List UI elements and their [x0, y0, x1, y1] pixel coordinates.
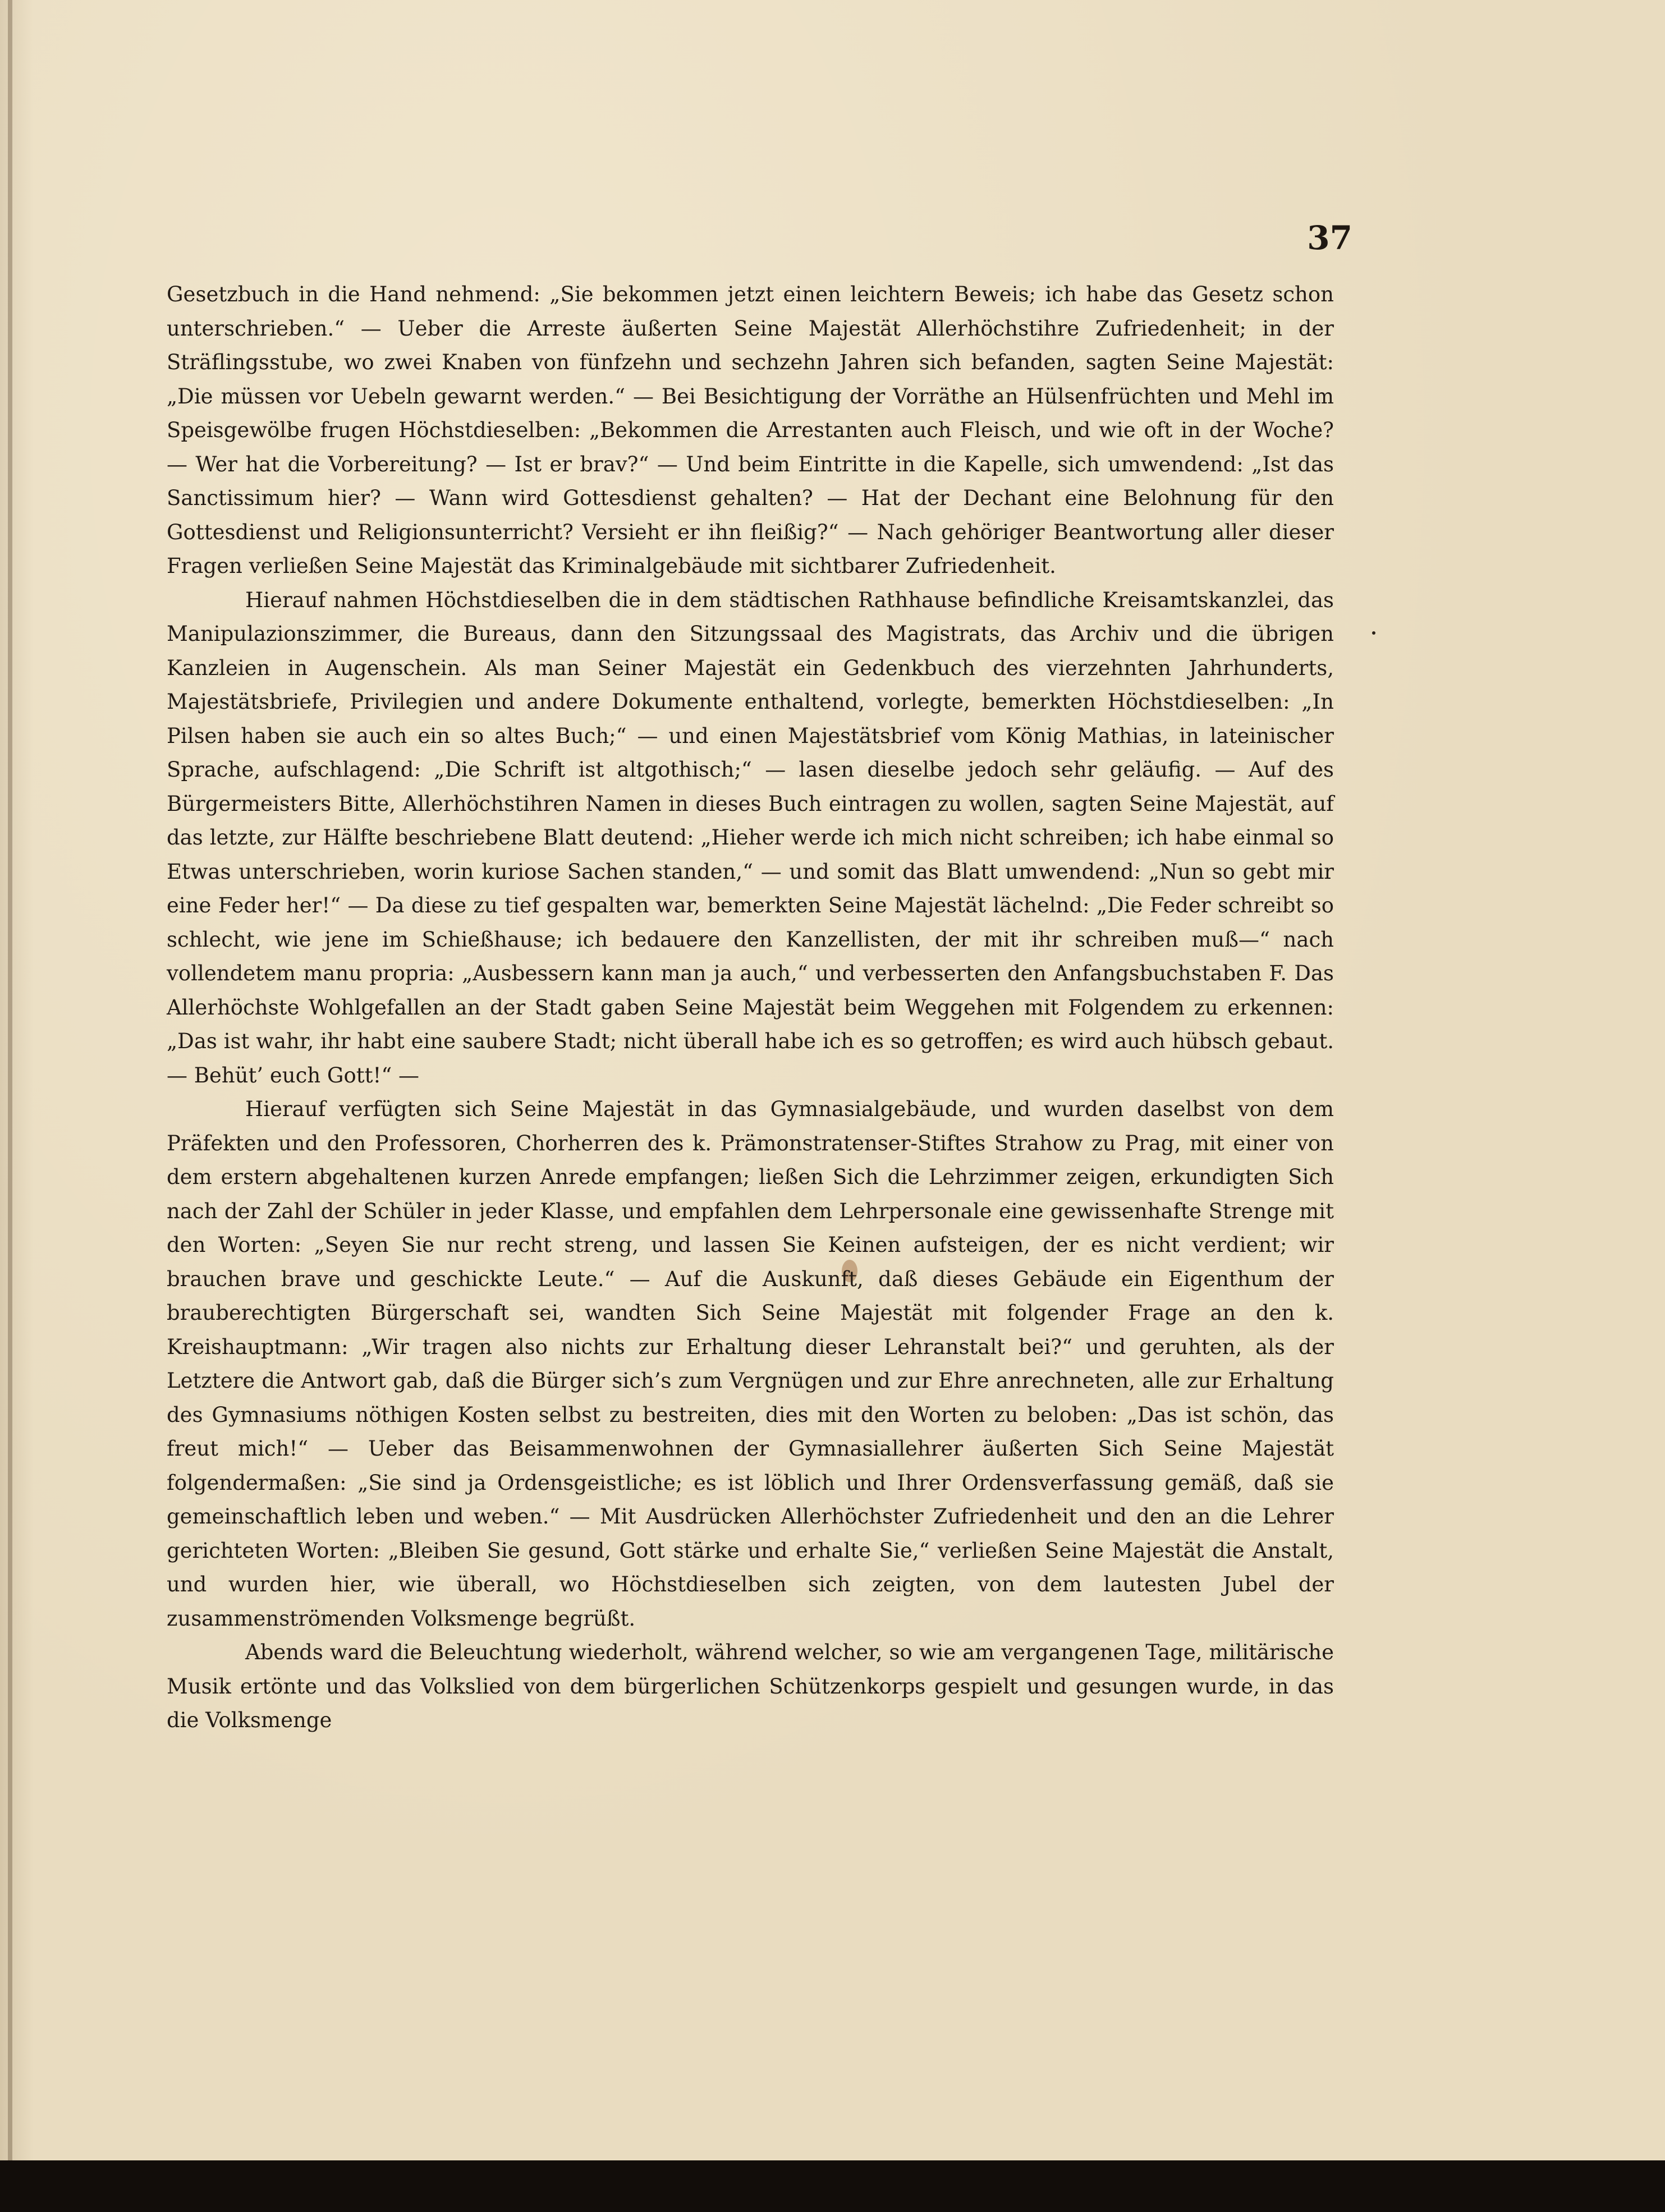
- page-gutter-shadow: [8, 0, 12, 2160]
- body-text: [167, 278, 1334, 1738]
- scan-background: [0, 2160, 1665, 2212]
- paragraph-1: Gesetzbuch in die Hand nehmend: „Sie bekommen jetzt einen leichtern Beweis; ich habe das Gesetz schon unterschrieben.“ — Ueber die Arreste äußerten Seine Majestät Allerhöchstihre Zufriedenheit; in der Sträflingsstube, wo zwei Knaben von fünfzehn und sechzehn Jahren sich befanden, sagten Seine Majestät: „Die müssen vor Uebeln gewarnt werden.“ — Bei Besichtigung der Vorräthe an Hülsenfrüchten und Mehl im Speisgewölbe frugen Höchstdieselben: „Bekommen die Arrestanten auch Fleisch, und wie oft in der Woche? — Wer hat die Vorbereitung? — Ist er brav?“ — Und beim Eintritte in die Kapelle, sich umwendend: „Ist das Sanctissimum hier? — Wann wird Gottesdienst gehalten? — Hat der Dechant eine Belohnung für den Gottesdienst und Religionsunterricht? Versieht er ihn fleißig?“ — Nach gehöriger Beantwortung aller dieser Fragen verließen Seine Majestät das Kriminalgebäude mit sichtbarer Zufriedenheit.: [167, 282, 1334, 578]
- paragraph-4: Abends ward die Beleuchtung wiederholt, während welcher, so wie am vergangenen Tage, militärische Musik ertönte und das Volkslied von dem bürgerlichen Schützenkorps gespielt und gesungen wurde, in das die Volksmenge: [167, 1640, 1334, 1732]
- paragraph-2: Hierauf nahmen Höchstdieselben die in dem städtischen Rathhause befindliche Kreisamtskanzlei, das Manipulazionszimmer, die Bureaus, dann den Sitzungssaal des Magistrats, das Archiv und die übrigen Kanzleien in Augenschein. Als man Seiner Majestät ein Gedenkbuch des vierzehnten Jahrhunderts, Majestätsbriefe, Privilegien und andere Dokumente enthaltend, vorlegte, bemerkten Höchstdieselben: „In Pilsen haben sie auch ein so altes Buch;“ — und einen Majestätsbrief vom König Mathias, in lateinischer Sprache, aufschlagend: „Die Schrift ist altgothisch;“ — lasen dieselbe jedoch sehr geläufig. — Auf des Bürgermeisters Bitte, Allerhöchstihren Namen in dieses Buch eintragen zu wollen, sagten Seine Majestät, auf das letzte, zur Hälfte beschriebene Blatt deutend: „Hieher werde ich mich nicht schreiben; ich habe einmal so Etwas unterschrieben, worin kuriose Sachen standen,“ — und somit das Blatt umwendend: „Nun so gebt mir eine Feder her!“ — Da diese zu tief gespalten war, bemerkten Seine Majestät lächelnd: „Die Feder schreibt so schlecht, wie jene im Schießhause; ich bedauere den Kanzellisten, der mit ihr schreiben muß—“ nach vollendetem manu propria: „Ausbessern kann man ja auch,“ und verbesserten den Anfangsbuchstaben F. Das Allerhöchste Wohlgefallen an der Stadt gaben Seine Majestät beim Weggehen mit Folgendem zu erkennen: „Das ist wahr, ihr habt eine saubere Stadt; nicht überall habe ich es so getroffen; es wird auch hübsch gebaut. — Behüt’ euch Gott!“ —: [167, 588, 1334, 1087]
- page-number: 37: [1307, 219, 1352, 257]
- paragraph-3: Hierauf verfügten sich Seine Majestät in das Gymnasialgebäude, und wurden daselbst von dem Präfekten und den Professoren, Chorherren des k. Prämonstratenser-Stiftes Strahow zu Prag, mit einer von dem erstern abgehaltenen kurzen Anrede empfangen; ließen Sich die Lehrzimmer zeigen, erkundigten Sich nach der Zahl der Schüler in jeder Klasse, und empfahlen dem Lehrpersonale eine gewissenhafte Strenge mit den Worten: „Seyen Sie nur recht streng, und lassen Sie Keinen aufsteigen, der es nicht verdient; wir brauchen brave und geschickte Leute.“ — Auf die Auskunft, daß dieses Gebäude ein Eigenthum der brauberechtigten Bürgerschaft sei, wandten Sich Seine Majestät mit folgender Frage an den k. Kreishauptmann: „Wir tragen also nichts zur Erhaltung dieser Lehranstalt bei?“ und geruhten, als der Letztere die Antwort gab, daß die Bürger sich’s zum Vergnügen und zur Ehre anrechneten, alle zur Erhaltung des Gymnasiums nöthigen Kosten selbst zu bestreiten, dies mit den Worten zu beloben: „Das ist schön, das freut mich!“ — Ueber das Beisammenwohnen der Gymnasiallehrer äußerten Sich Seine Majestät folgendermaßen: „Sie sind ja Ordensgeistliche; es ist löblich und Ihrer Ordensverfassung gemäß, daß sie gemeinschaftlich leben und weben.“ — Mit Ausdrücken Allerhöchster Zufriedenheit und den an die Lehrer gerichteten Worten: „Bleiben Sie gesund, Gott stärke und erhalte Sie,“ verließen Seine Majestät die Anstalt, und wurden hier, wie überall, wo Höchstdieselben sich zeigten, von dem lautesten Jubel der zusammenströmenden Volksmenge begrüßt.: [167, 1097, 1334, 1631]
- ink-speck: [1372, 631, 1375, 635]
